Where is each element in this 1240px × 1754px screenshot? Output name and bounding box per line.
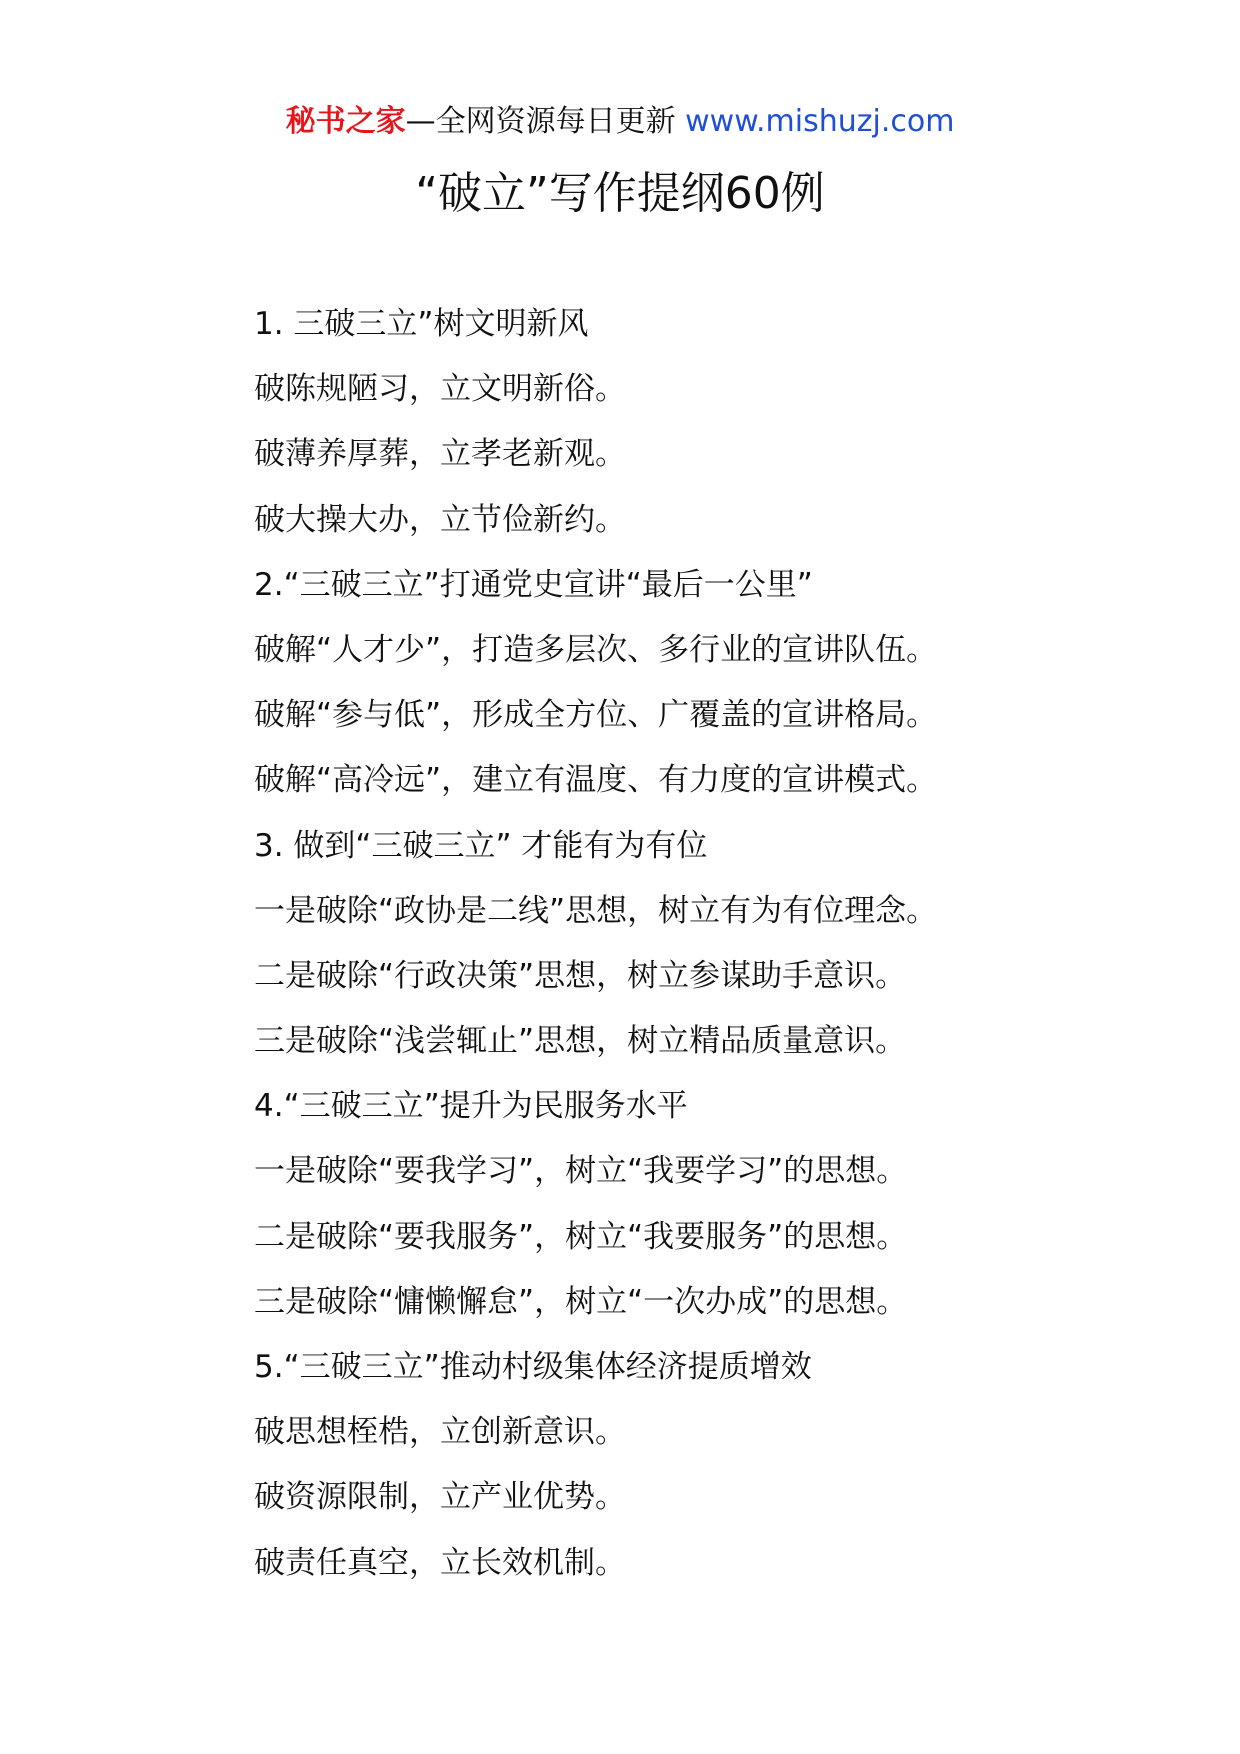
section-heading-4: 4.“三破三立”提升为民服务水平 <box>254 1088 688 1125</box>
paragraph-line: 破解“高冷远”，建立有温度、有力度的宣讲模式。 <box>254 762 938 799</box>
paragraph-line: 三是破除“浅尝辄止”思想，树立精品质量意识。 <box>254 1023 907 1060</box>
paragraph-line: 破大操大办，立节俭新约。 <box>254 501 626 538</box>
document-body <box>254 292 1214 1596</box>
paragraph-line: 破责任真空，立长效机制。 <box>254 1544 626 1581</box>
paragraph-line: 二是破除“行政决策”思想，树立参谋助手意识。 <box>254 957 907 994</box>
section-heading-3: 3. 做到“三破三立” 才能有为有位 <box>254 827 708 864</box>
paragraph-line: 三是破除“慵懒懈怠”，树立“一次办成”的思想。 <box>254 1283 908 1320</box>
paragraph-line: 破解“人才少”，打造多层次、多行业的宣讲队伍。 <box>254 631 938 668</box>
paragraph-line: 一是破除“要我学习”，树立“我要学习”的思想。 <box>254 1153 908 1190</box>
header-tagline: —全网资源每日更新 <box>405 104 676 139</box>
section-heading-2: 2.“三破三立”打通党史宣讲“最后一公里” <box>254 566 813 603</box>
site-header <box>0 100 1240 144</box>
section-heading-5: 5.“三破三立”推动村级集体经济提质增效 <box>254 1349 812 1385</box>
paragraph-line: 破陈规陋习，立文明新俗。 <box>254 371 626 408</box>
site-url-link[interactable]: www.mishuzj.com <box>685 104 955 139</box>
paragraph-line: 破解“参与低”，形成全方位、广覆盖的宣讲格局。 <box>254 697 938 734</box>
paragraph-line: 一是破除“政协是二线”思想，树立有为有位理念。 <box>254 892 938 929</box>
brand-name: 秘书之家 <box>285 104 406 139</box>
paragraph-line: 破思想桎梏，立创新意识。 <box>254 1414 626 1451</box>
section-heading-1: 1. 三破三立”树文明新风 <box>254 306 589 342</box>
document-title: “破立”写作提纲60例 <box>415 168 825 219</box>
paragraph-line: 二是破除“要我服务”，树立“我要服务”的思想。 <box>254 1218 908 1255</box>
paragraph-line: 破资源限制，立产业优势。 <box>254 1479 626 1516</box>
paragraph-line: 破薄养厚葬，立孝老新观。 <box>254 436 626 473</box>
